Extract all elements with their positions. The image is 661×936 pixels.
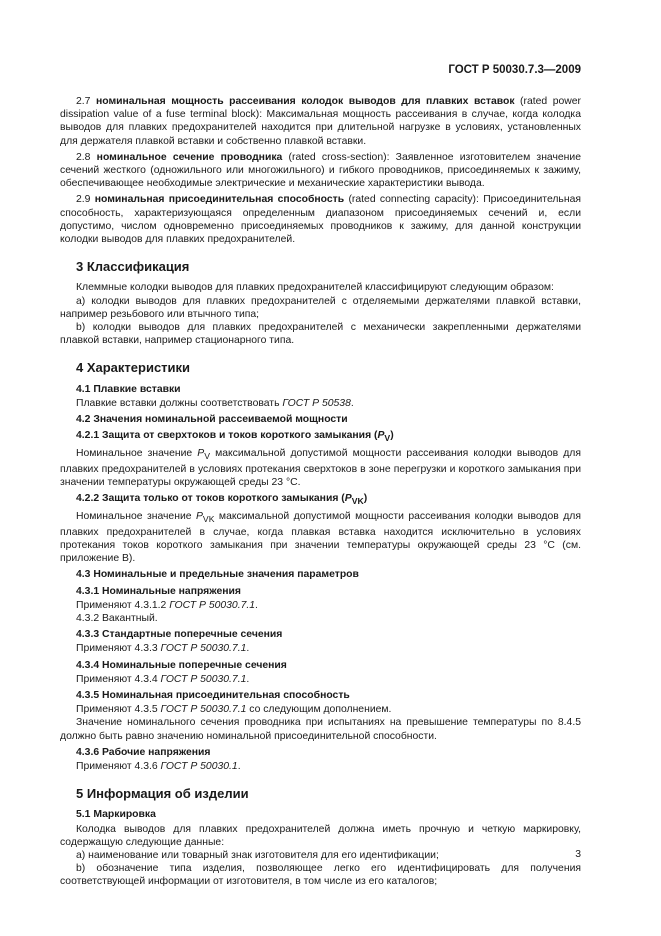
document-id-header: ГОСТ Р 50030.7.3—2009	[448, 64, 581, 76]
heading-text: 4.2.2 Защита только от токов короткого замыкания (	[76, 493, 345, 505]
symbol-subscript: VK	[351, 496, 364, 507]
text-run: Применяют 4.3.6	[76, 761, 161, 773]
standard-reference: ГОСТ Р 50030.7.1	[169, 599, 256, 611]
subsection-4-3-heading: 4.3 Номинальные и предельные значения параметров	[76, 569, 359, 581]
subsection-4-3-6-text	[60, 760, 581, 773]
section-4-heading: 4 Характеристики	[76, 360, 191, 376]
clause-2-7	[60, 95, 581, 148]
clause-term: номинальная мощность рассеивания колодок выводов для плавких вставок	[95, 96, 515, 107]
clause-2-9	[60, 193, 581, 246]
symbol: P	[377, 430, 385, 442]
section-5-heading: 5 Информация об изделии	[76, 786, 249, 802]
subsection-4-2-2-text	[60, 510, 581, 566]
section-3-intro: Клеммные колодки выводов для плавких предохранителей классифицируют следующим образом:	[76, 282, 554, 294]
subsection-4-3-4-text	[60, 673, 581, 686]
symbol: P	[195, 510, 203, 522]
text-run: максимальной допустимой мощности рассеивания колодки выводов для плавких предохранителей в случае, когда плавкая вставка находится исключительно в условиях протекания токов короткого замыкания при значении температуры окружающей среды 23 °С (см. приложение В).	[60, 510, 581, 565]
heading-text: )	[390, 430, 394, 442]
clause-number: 2.9	[76, 194, 91, 206]
list-item-a: а) колодки выводов для плавких предохранителей с отделяемыми держателями плавкой вставки, например резьбового или втычного типа;	[60, 295, 581, 320]
text-run: .	[246, 643, 250, 655]
text-run: .	[246, 673, 250, 685]
standard-reference: ГОСТ Р 50030.7.1	[160, 673, 247, 685]
subsection-4-3-1-heading: 4.3.1 Номинальные напряжения	[76, 585, 241, 597]
subsection-4-3-3-heading: 4.3.3 Стандартные поперечные сечения	[76, 629, 283, 641]
subsection-4-3-6-heading: 4.3.6 Рабочие напряжения	[76, 746, 211, 758]
clause-number: 2.8	[76, 151, 91, 163]
subsection-4-2-2-heading	[76, 492, 581, 508]
clause-text: (rated connecting capacity): Присоединительная способность, характеризующаяся определенным диапазоном присоединяемых сечений и, если допустимо, числом одновременно присоединяемых проводников к зажиму, для данной конструкции колодки выводов для плавких предохранителей.	[60, 194, 581, 246]
text-run: .	[350, 397, 354, 409]
text-run: Применяют 4.3.4	[76, 673, 161, 685]
text-run: .	[237, 761, 241, 773]
section-3-heading: 3 Классификация	[76, 259, 190, 275]
subsection-4-3-4-heading: 4.3.4 Номинальные поперечные сечения	[76, 659, 287, 671]
text-run: Номинальное значение	[76, 510, 196, 522]
text-run: .	[255, 599, 258, 611]
symbol-subscript: VK	[202, 513, 215, 524]
list-item-b: b) обозначение типа изделия, позволяющее легко его идентифицировать для получения соответствующей информации от изготовителя, в том числе из его каталогов;	[60, 863, 581, 888]
clause-text: (rated power dissipation value of a fuse terminal block): Максимальная мощность рассеивания в случае, когда колодка выводов для плавких предохранителей находится при длительной нагрузке в условиях, установленных для держателя плавкой вставки и собственно плавкой вставки.	[60, 96, 582, 147]
page-number: 3	[575, 849, 581, 860]
clause-number: 2.7	[76, 96, 91, 107]
symbol: P	[197, 447, 205, 459]
symbol-subscript: V	[204, 450, 210, 461]
subsection-4-1-heading: 4.1 Плавкие вставки	[76, 383, 181, 395]
standard-reference: ГОСТ Р 50030.1	[160, 761, 238, 773]
text-run: Применяют 4.3.1.2	[76, 599, 170, 611]
symbol-subscript: V	[384, 433, 391, 444]
text-run: Применяют 4.3.5	[76, 704, 161, 716]
text-run: Номинальное значение	[76, 447, 198, 459]
text-run: максимальной допустимой мощности рассеивания колодки выводов для плавких предохранителей в условиях протекания сверхтоков в зоне перегрузки и короткого замыкания при значении температуры окружающей среды 23 °С.	[60, 447, 581, 489]
subsection-4-3-1-text	[60, 599, 581, 612]
subsection-5-1-text: Колодка выводов для плавких предохранителей должна иметь прочную и четкую маркировку, содержащую следующие данные:	[60, 823, 581, 848]
subsection-4-3-3-text	[60, 642, 581, 655]
subsection-4-3-2-text: 4.3.2 Вакантный.	[76, 613, 158, 625]
text-run: Применяют 4.3.3	[76, 643, 161, 655]
subsection-4-2-1-heading	[76, 429, 581, 445]
clause-2-8	[60, 151, 581, 191]
subsection-4-3-5-extra: Значение номинального сечения проводника при испытаниях на превышение температуры по 8.4.5 должно быть равно значению номинальной присоединительной способности.	[60, 717, 581, 742]
page-content	[60, 95, 581, 889]
text-run: со следующим дополнением.	[246, 704, 392, 716]
standard-reference: ГОСТ Р 50030.7.1	[160, 643, 247, 655]
clause-text: (rated cross-section): Заявленное изготовителем значение сечений жесткого (одножильного или многожильного) и гибкого проводников, присоединяемых к зажиму, обеспечивающее необходимые электрические и механические характеристики вывода.	[60, 151, 581, 190]
standard-reference: ГОСТ Р 50538	[282, 397, 351, 409]
list-item-a: а) наименование или товарный знак изготовителя для его идентификации;	[76, 850, 439, 862]
standard-reference: ГОСТ Р 50030.7.1	[160, 704, 247, 716]
heading-text: 4.2.1 Защита от сверхтоков и токов короткого замыкания (	[76, 430, 378, 442]
text-run: Плавкие вставки должны соответствовать	[76, 397, 283, 409]
clause-term: номинальная присоединительная способность	[94, 194, 345, 206]
clause-term: номинальное сечение проводника	[96, 151, 283, 163]
list-item-b: b) колодки выводов для плавких предохранителей с механически закрепленными держателями плавкой вставки, например стационарного типа.	[60, 322, 581, 347]
subsection-5-1-heading: 5.1 Маркировка	[76, 809, 156, 821]
subsection-4-3-5-text	[60, 703, 581, 716]
symbol: P	[344, 493, 352, 505]
subsection-4-2-heading: 4.2 Значения номинальной рассеиваемой мощности	[76, 414, 348, 426]
subsection-4-3-5-heading: 4.3.5 Номинальная присоединительная способность	[76, 690, 350, 702]
subsection-4-2-1-text	[60, 447, 581, 490]
subsection-4-1-text	[60, 397, 581, 410]
heading-text: )	[363, 493, 368, 505]
